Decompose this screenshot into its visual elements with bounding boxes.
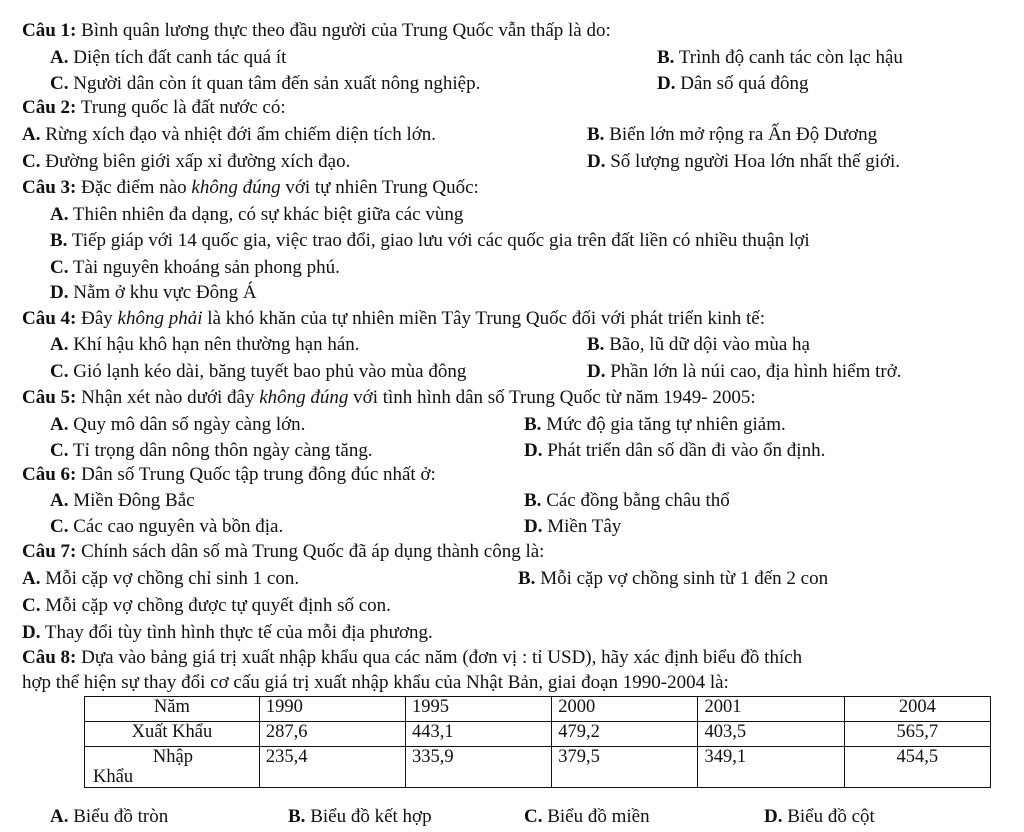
question-3-stem: Câu 3: Đặc điểm nào không đúng với tự nhiên Trung Quốc: — [22, 177, 479, 198]
option-7b: B. Mỗi cặp vợ chồng sinh từ 1 đến 2 con — [518, 568, 829, 589]
option-1d: D. Dân số quá đông — [657, 73, 809, 94]
table-header-cell: 1990 — [259, 697, 405, 722]
table-row-label: Xuất Khẩu — [85, 722, 260, 747]
question-text: Bình quân lương thực theo đầu người của Trung Quốc vẫn thấp là do: — [76, 20, 611, 41]
option-6c: C. Các cao nguyên và bồn địa. — [50, 516, 284, 537]
option-7a: A. Mỗi cặp vợ chồng chỉ sinh 1 con. — [22, 568, 300, 589]
option-3d: D. Nằm ở khu vực Đông Á — [50, 282, 257, 303]
table-cell: 479,2 — [552, 722, 698, 747]
table-row-label: Nhập Khẩu — [85, 747, 260, 788]
table-cell: 403,5 — [698, 722, 844, 747]
option-2b: B. Biển lớn mở rộng ra Ấn Độ Dương — [587, 124, 878, 145]
option-1c: C. Người dân còn ít quan tâm đến sản xuất nông nghiệp. — [50, 73, 481, 94]
option-3b: B. Tiếp giáp với 14 quốc gia, việc trao đổi, giao lưu với các quốc gia trên đất liền có nhiều thuận lợi — [50, 230, 810, 251]
table-header-row — [85, 697, 991, 722]
emphasis: không phải — [117, 308, 203, 329]
option-6d: D. Miền Tây — [524, 516, 622, 537]
question-text: Dân số Trung Quốc tập trung đông đúc nhất ở: — [76, 464, 436, 485]
option-8b: B. Biểu đồ kết hợp — [288, 806, 432, 827]
emphasis: không đúng — [259, 387, 349, 408]
question-8-stem — [22, 647, 802, 669]
table-cell: 335,9 — [406, 747, 552, 788]
emphasis: không đúng — [191, 177, 281, 198]
question-label: Câu 6: — [22, 464, 77, 485]
option-2c: C. Đường biên giới xấp xỉ đường xích đạo. — [22, 151, 351, 172]
question-label: Câu 8: — [22, 647, 77, 668]
table-cell: 443,1 — [406, 722, 552, 747]
question-7-stem — [22, 541, 544, 563]
option-5b: B. Mức độ gia tăng tự nhiên giảm. — [524, 414, 786, 435]
option-3c: C. Tài nguyên khoáng sản phong phú. — [50, 257, 340, 278]
option-1b: B. Trình độ canh tác còn lạc hậu — [657, 47, 903, 68]
option-4c: C. Gió lạnh kéo dài, băng tuyết bao phủ vào mùa đông — [50, 361, 467, 382]
table-cell: 287,6 — [259, 722, 405, 747]
table-header-cell: 1995 — [406, 697, 552, 722]
trade-table — [84, 696, 991, 788]
question-label: Câu 5: — [22, 387, 77, 408]
table-header-cell: 2004 — [844, 697, 990, 722]
table-header-cell: Năm — [85, 697, 260, 722]
question-label: Câu 7: — [22, 541, 77, 562]
option-5c: C. Tỉ trọng dân nông thôn ngày càng tăng. — [50, 440, 373, 461]
option-1a: A. Diện tích đất canh tác quá ít — [50, 47, 287, 68]
option-6b: B. Các đồng bằng châu thổ — [524, 490, 730, 511]
option-7c: C. Mỗi cặp vợ chồng được tự quyết định số con. — [22, 595, 391, 616]
option-2a: A. Rừng xích đạo và nhiệt đới ẩm chiếm diện tích lớn. — [22, 124, 437, 145]
table-row — [85, 747, 991, 788]
option-4a: A. Khí hậu khô hạn nên thường hạn hán. — [50, 334, 360, 355]
question-label: Câu 2: — [22, 97, 77, 118]
option-8c: C. Biểu đồ miền — [524, 806, 650, 827]
question-2-stem — [22, 97, 286, 119]
question-text: Chính sách dân số mà Trung Quốc đã áp dụng thành công là: — [76, 541, 545, 562]
table-cell: 349,1 — [698, 747, 844, 788]
option-6a: A. Miền Đông Bắc — [50, 490, 195, 511]
question-8-stem-cont: hợp thể hiện sự thay đổi cơ cấu giá trị xuất nhập khẩu của Nhật Bản, giai đoạn 1990-2004 là: — [22, 672, 729, 693]
option-7d: D. Thay đổi tùy tình hình thực tế của mỗi địa phương. — [22, 622, 433, 643]
question-label: Câu 1: — [22, 20, 77, 41]
option-4b: B. Bão, lũ dữ dội vào mùa hạ — [587, 334, 810, 355]
question-6-stem — [22, 464, 436, 486]
table-cell: 565,7 — [844, 722, 990, 747]
question-5-stem: Câu 5: Nhận xét nào dưới đây không đúng với tình hình dân số Trung Quốc từ năm 1949- 2005: — [22, 387, 756, 408]
option-5a: A. Quy mô dân số ngày càng lớn. — [50, 414, 306, 435]
question-4-stem: Câu 4: Đây không phải là khó khăn của tự nhiên miền Tây Trung Quốc đối với phát triển kinh tế: — [22, 308, 765, 329]
option-4d: D. Phần lớn là núi cao, địa hình hiểm trở. — [587, 361, 902, 382]
option-8a: A. Biểu đồ tròn — [50, 806, 169, 827]
table-header-cell: 2001 — [698, 697, 844, 722]
question-label: Câu 3: — [22, 177, 77, 198]
question-text: Dựa vào bảng giá trị xuất nhập khẩu qua các năm (đơn vị : tỉ USD), hãy xác định biểu đồ thích — [76, 647, 803, 668]
option-2d: D. Số lượng người Hoa lớn nhất thế giới. — [587, 151, 901, 172]
question-label: Câu 4: — [22, 308, 77, 329]
option-3a: A. Thiên nhiên đa dạng, có sự khác biệt giữa các vùng — [50, 204, 464, 225]
table-cell: 379,5 — [552, 747, 698, 788]
option-8d: D. Biểu đồ cột — [764, 806, 875, 827]
question-1-stem — [22, 20, 611, 42]
table-cell: 454,5 — [844, 747, 990, 788]
table-cell: 235,4 — [259, 747, 405, 788]
option-5d: D. Phát triển dân số dần đi vào ổn định. — [524, 440, 826, 461]
table-header-cell: 2000 — [552, 697, 698, 722]
table-row — [85, 722, 991, 747]
question-text: Trung quốc là đất nước có: — [76, 97, 286, 118]
